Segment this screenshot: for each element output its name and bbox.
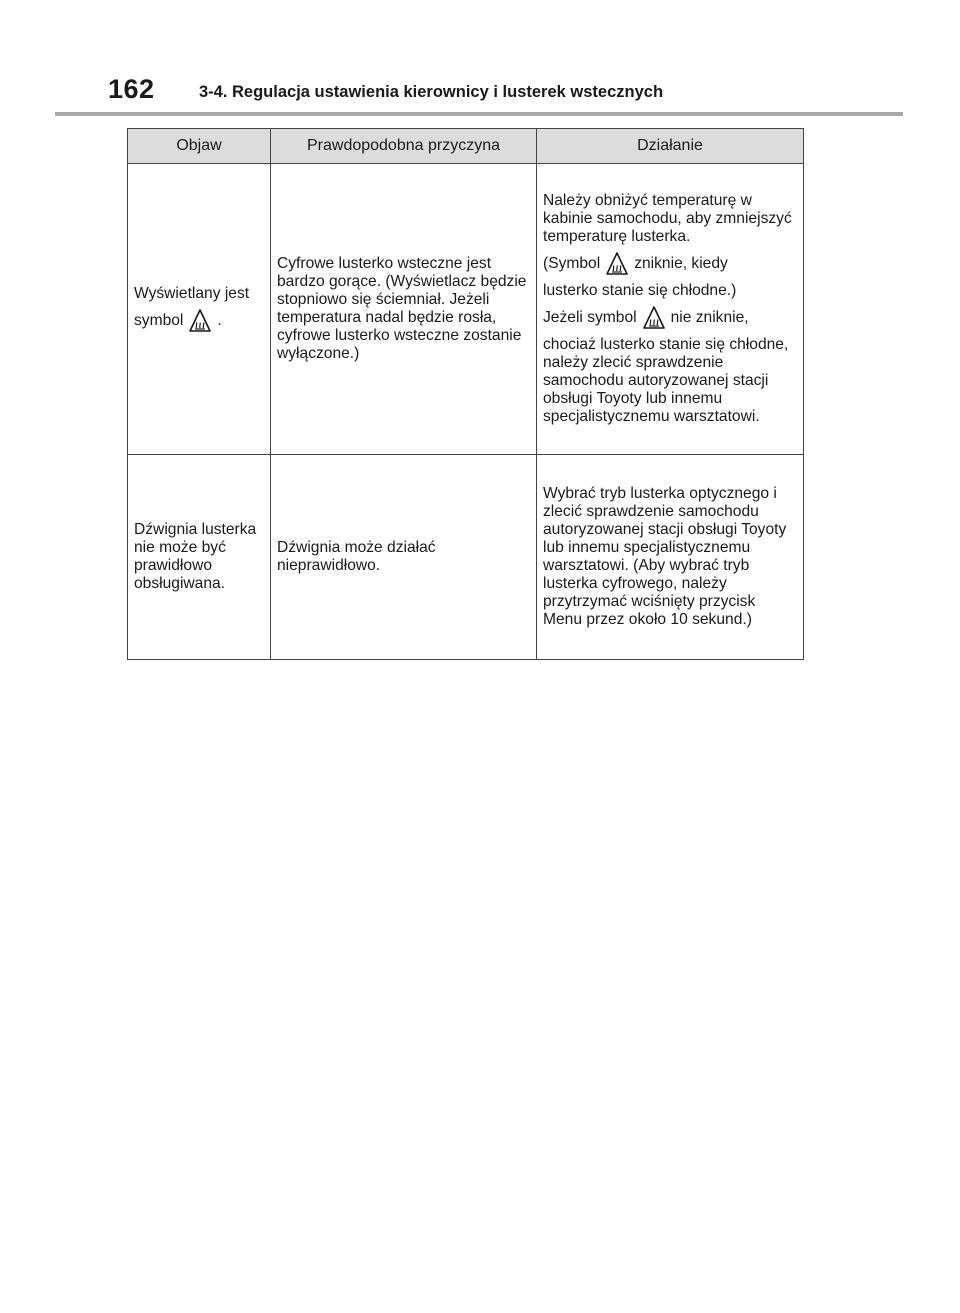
troubleshooting-table: [127, 128, 804, 660]
symptom-cell: [128, 455, 271, 660]
symptom-cell: [128, 164, 271, 455]
column-header-symptom: Objaw: [128, 129, 271, 164]
action-p3-tail: chociaż lusterko stanie się chłodne, należy zlecić sprawdzenie samochodu autoryzowanej stacji obsługi Toyoty lub innemu specjalistycznemu warsztatowi.: [543, 336, 789, 425]
action-cell: [537, 455, 804, 660]
page-number: 162: [108, 74, 155, 104]
symptom-text: Wyświetlany jest: [134, 285, 250, 302]
action-p3-end: nie zniknie,: [670, 309, 749, 327]
column-header-cause: Prawdopodobna przyczyna: [271, 129, 537, 164]
action-p3-start: Jeżeli symbol: [543, 309, 637, 327]
action-cell: [537, 164, 804, 455]
table-row: [128, 455, 804, 660]
mirror-heat-warning-icon: [606, 252, 628, 276]
symptom-text: Dźwignia lusterka nie może być prawidłowo obsługiwana.: [134, 521, 257, 592]
symptom-period: .: [217, 312, 222, 330]
action-p2-tail: lusterko stanie się chłodne.): [543, 282, 737, 299]
cause-cell: [271, 455, 537, 660]
action-p2-start: (Symbol: [543, 255, 601, 273]
column-header-action: Działanie: [537, 129, 804, 164]
cause-text: Cyfrowe lusterko wsteczne jest bardzo gorące. (Wyświetlacz będzie stopniowo się ściemniał. Jeżeli temperatura nadal będzie rosła, cyfrowe lusterko wsteczne zostanie wyłączone.): [277, 255, 527, 362]
action-p2-end: zniknie, kiedy: [634, 255, 728, 273]
cause-text: Dźwignia może działać nieprawidłowo.: [277, 539, 436, 574]
symptom-symbol-line: [134, 309, 264, 333]
mirror-heat-warning-icon: [643, 306, 665, 330]
symptom-symbol-label: symbol: [134, 312, 184, 330]
page-header: [0, 0, 960, 120]
action-text: Wybrać tryb lusterka optycznego i zlecić sprawdzenie samochodu autoryzowanej stacji obsługi Toyoty lub innemu specjalistycznemu warsztatowi. (Aby wybrać tryb lusterka cyfrowego, należy przytrzymać wciśnięty przycisk Menu przez około 10 sekund.): [543, 485, 787, 628]
action-paragraph-1: Należy obniżyć temperaturę w kabinie samochodu, aby zmniejszyć temperaturę lusterka.: [543, 192, 792, 245]
action-paragraph-2: [543, 252, 797, 276]
table-header-row: [128, 129, 804, 164]
section-title: 3-4. Regulacja ustawienia kierownicy i lusterek wstecznych: [199, 83, 664, 101]
header-divider: [55, 112, 903, 116]
mirror-heat-warning-icon: [189, 309, 211, 333]
action-paragraph-3: [543, 306, 797, 330]
cause-cell: [271, 164, 537, 455]
table-row: [128, 164, 804, 455]
